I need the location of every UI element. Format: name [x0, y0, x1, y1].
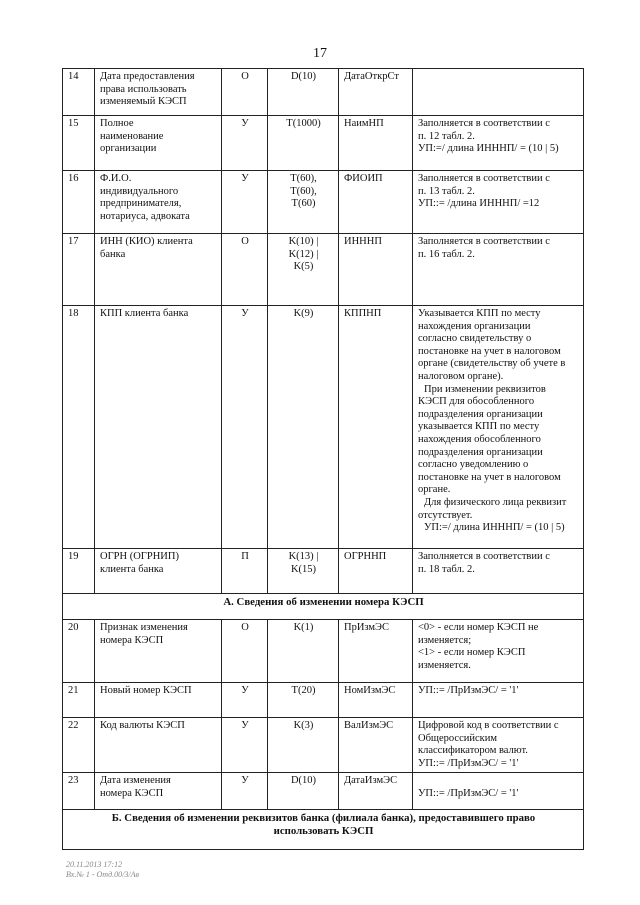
cell-line: п. 16 табл. 2. — [418, 248, 475, 260]
cell-line: подразделения организации — [418, 446, 543, 458]
field-code: ПрИзмЭС — [339, 620, 413, 683]
requisite-name — [95, 171, 222, 234]
field-note — [413, 773, 584, 810]
cell-line: Заполняется в соответствии с — [418, 118, 550, 129]
cell-line: использовать КЭСП — [273, 824, 374, 837]
field-format — [268, 306, 339, 549]
cell-line: T(20) — [291, 685, 316, 696]
field-format — [268, 234, 339, 306]
cell-line: КПП клиента банка — [100, 308, 189, 319]
cell-line: КЭСП для обособленного — [418, 396, 535, 408]
cell-line: УП::= /длина ИНННП/ =12 — [418, 198, 540, 210]
cell-line: D(10) — [290, 71, 317, 82]
cell-line: постановке на учет в налоговом — [418, 345, 561, 357]
requisites-table — [62, 68, 584, 850]
field-code: НомИзмЭС — [339, 683, 413, 718]
field-note — [413, 683, 584, 718]
field-code: НаимНП — [339, 116, 413, 171]
cell-line: нотариуса, адвоката — [100, 210, 190, 222]
cell-line: банка — [100, 248, 126, 260]
row-number: 17 — [63, 234, 95, 306]
row-number: 16 — [63, 171, 95, 234]
field-note — [413, 234, 584, 306]
section-heading-row — [63, 810, 584, 850]
cell-line: D(10) — [290, 775, 317, 787]
cell-line: T(1000) — [286, 118, 321, 129]
cell-line — [418, 775, 579, 788]
table-row — [63, 69, 584, 116]
cell-line: отсутствует. — [418, 509, 473, 521]
cell-line: органе. — [418, 484, 451, 496]
requirement-flag: У — [222, 306, 268, 549]
field-format — [268, 69, 339, 116]
requisite-name — [95, 306, 222, 549]
field-note — [413, 116, 584, 171]
table-row — [63, 549, 584, 594]
cell-line: K(3) — [293, 720, 314, 731]
row-number: 20 — [63, 620, 95, 683]
field-note — [413, 171, 584, 234]
cell-line: согласно свидетельству о — [418, 333, 532, 345]
row-number: 22 — [63, 718, 95, 773]
cell-line: Ф.И.О. — [100, 173, 132, 184]
footer-line: 20.11.2013 17:12 — [66, 860, 123, 869]
cell-line: K(9) — [293, 308, 314, 319]
requisite-name — [95, 683, 222, 718]
field-code: КППНП — [339, 306, 413, 549]
footer-stamp — [66, 860, 139, 880]
row-number: 18 — [63, 306, 95, 549]
requirement-flag: У — [222, 171, 268, 234]
cell-line: нахождения организации — [418, 320, 531, 332]
cell-line: Б. Сведения об изменении реквизитов банка (филиала банка), предоставившего право — [111, 812, 536, 825]
cell-line: изменяется; — [418, 634, 472, 646]
cell-line: предпринимателя, — [100, 198, 182, 210]
requisite-name — [95, 69, 222, 116]
row-number: 23 — [63, 773, 95, 810]
cell-line: <0> - если номер КЭСП не — [418, 622, 539, 633]
requirement-flag: О — [222, 620, 268, 683]
cell-line: T(60), — [290, 173, 317, 184]
cell-line: K(15) — [290, 563, 317, 575]
requisite-name — [95, 718, 222, 773]
field-code: ДатаОткрСт — [339, 69, 413, 116]
cell-line: Дата предоставления — [100, 71, 195, 82]
cell-line: Для физического лица реквизит — [424, 496, 567, 508]
footer-line: Вх.№ 1 - Отд.00/3/Ав — [66, 870, 139, 879]
page-number: 17 — [313, 46, 327, 61]
requirement-flag: У — [222, 718, 268, 773]
cell-line: Заполняется в соответствии с — [418, 173, 550, 184]
requisite-name — [95, 773, 222, 810]
requirement-flag: У — [222, 683, 268, 718]
cell-line: При изменении реквизитов — [424, 383, 546, 395]
cell-line: п. 18 табл. 2. — [418, 563, 475, 575]
field-format — [268, 718, 339, 773]
requirement-flag: О — [222, 69, 268, 116]
section-heading-row — [63, 594, 584, 620]
field-code: ВалИзмЭС — [339, 718, 413, 773]
cell-line: п. 12 табл. 2. — [418, 130, 475, 142]
cell-line: K(5) — [293, 261, 314, 273]
cell-line: указывается КПП по месту — [418, 421, 540, 433]
cell-line: клиента банка — [100, 563, 164, 575]
table-row — [63, 171, 584, 234]
row-number: 19 — [63, 549, 95, 594]
cell-line: K(10) | — [288, 236, 319, 247]
cell-line: изменяется. — [418, 659, 471, 671]
cell-line: налоговом органе). — [418, 370, 504, 382]
cell-line: права использовать — [100, 83, 187, 95]
row-number: 15 — [63, 116, 95, 171]
cell-line: Полное — [100, 118, 134, 129]
requisite-name — [95, 549, 222, 594]
cell-line: K(12) | — [288, 248, 319, 260]
cell-line: K(1) — [293, 622, 314, 633]
cell-line: нахождения обособленного — [418, 433, 541, 445]
cell-line: органе (свидетельству об учете в — [418, 358, 566, 370]
cell-line: Новый номер КЭСП — [100, 685, 192, 696]
cell-line: наименование — [100, 130, 164, 142]
requisite-name — [95, 116, 222, 171]
cell-line: Указывается КПП по месту — [418, 308, 541, 319]
section-heading — [63, 810, 584, 850]
cell-line: постановке на учет в налоговом — [418, 471, 561, 483]
table-row — [63, 234, 584, 306]
cell-line: УП:=/ длина ИНННП/ = (10 | 5) — [424, 522, 565, 534]
field-format — [268, 549, 339, 594]
field-code: ФИОИП — [339, 171, 413, 234]
cell-line: п. 13 табл. 2. — [418, 185, 475, 197]
field-note — [413, 620, 584, 683]
cell-line: Код валюты КЭСП — [100, 720, 185, 731]
cell-line: классификатором валют. — [418, 745, 528, 757]
cell-line: Дата изменения — [100, 775, 171, 787]
field-format — [268, 683, 339, 718]
requisite-name — [95, 620, 222, 683]
cell-line: УП::= /ПрИзмЭС/ = '1' — [418, 757, 519, 769]
table-row — [63, 773, 584, 810]
field-format — [268, 171, 339, 234]
cell-line: Признак изменения — [100, 622, 188, 633]
cell-line: индивидуального — [100, 185, 179, 197]
field-code: ОГРННП — [339, 549, 413, 594]
cell-line: УП::= /ПрИзмЭС/ = '1' — [418, 685, 519, 696]
row-number: 21 — [63, 683, 95, 718]
cell-line: УП:=/ длина ИНННП/ = (10 | 5) — [418, 143, 559, 155]
table-row — [63, 718, 584, 773]
cell-line: Заполняется в соответствии с — [418, 551, 550, 562]
table-row — [63, 116, 584, 171]
cell-line: T(60) — [291, 198, 316, 210]
table-row — [63, 683, 584, 718]
field-code: ДатаИзмЭС — [339, 773, 413, 810]
table-row — [63, 306, 584, 549]
cell-line: ИНН (КИО) клиента — [100, 236, 193, 247]
requirement-flag: У — [222, 773, 268, 810]
cell-line: согласно уведомлению о — [418, 459, 529, 471]
cell-line: T(60), — [290, 185, 317, 197]
cell-line: УП::= /ПрИзмЭС/ = '1' — [418, 787, 519, 799]
field-note — [413, 718, 584, 773]
cell-line: изменяемый КЭСП — [100, 96, 187, 108]
cell-line: подразделения организации — [418, 408, 543, 420]
table-row — [63, 620, 584, 683]
field-format — [268, 116, 339, 171]
field-format — [268, 620, 339, 683]
requirement-flag: У — [222, 116, 268, 171]
requisite-name — [95, 234, 222, 306]
cell-line: организации — [100, 143, 157, 155]
section-heading: А. Сведения об изменении номера КЭСП — [63, 594, 584, 620]
cell-line: K(13) | — [288, 551, 319, 562]
field-code: ИНННП — [339, 234, 413, 306]
field-note — [413, 549, 584, 594]
cell-line: <1> - если номер КЭСП — [418, 647, 526, 659]
cell-line: номера КЭСП — [100, 787, 164, 799]
cell-line: номера КЭСП — [100, 634, 164, 646]
row-number: 14 — [63, 69, 95, 116]
field-format — [268, 773, 339, 810]
cell-line: Общероссийским — [418, 732, 498, 744]
field-note — [413, 69, 584, 116]
requirement-flag: О — [222, 234, 268, 306]
field-note — [413, 306, 584, 549]
cell-line: Цифровой код в соответствии с — [418, 720, 559, 731]
cell-line: ОГРН (ОГРНИП) — [100, 551, 179, 562]
cell-line: Заполняется в соответствии с — [418, 236, 550, 247]
requirement-flag: П — [222, 549, 268, 594]
